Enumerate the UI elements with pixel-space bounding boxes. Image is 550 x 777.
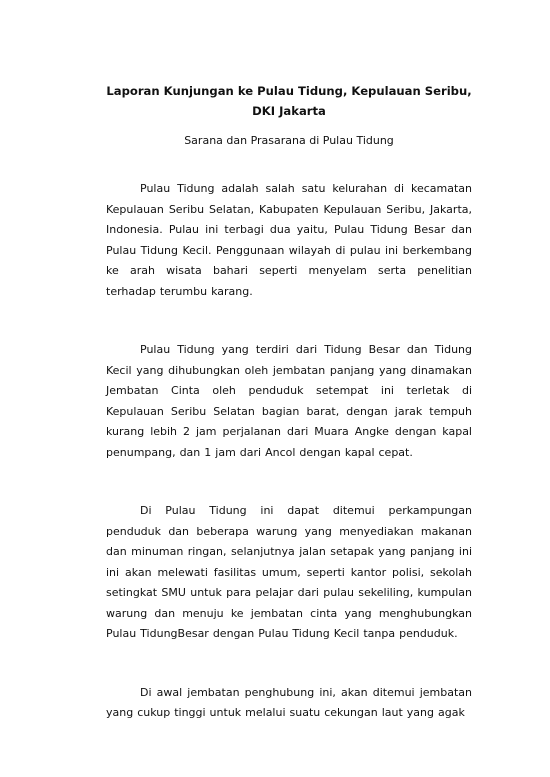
paragraph-1: Pulau Tidung adalah salah satu kelurahan di kecamatan Kepulauan Seribu Selatan, Kabupaten Kepulauan Seribu, Jakarta, Indonesia. Pulau ini terbagi dua yaitu, Pulau Tidung Besar dan Pulau Tidung Kecil. Penggunaan wilayah di pulau ini berkembang ke arah wisata bahari seperti menyelam serta penelitian terhadap terumbu karang.	[106, 182, 472, 298]
title-line-1: Laporan Kunjungan ke Pulau Tidung, Kepulauan Seribu,	[106, 84, 472, 98]
document-title	[106, 0, 472, 121]
document-subtitle: Sarana dan Prasarana di Pulau Tidung	[184, 134, 394, 147]
paragraph-3: Di Pulau Tidung ini dapat ditemui perkampungan penduduk dan beberapa warung yang menyediakan makanan dan minuman ringan, selanjutnya jalan setapak yang panjang ini ini akan melewati fasilitas umum, seperti kantor polisi, sekolah setingkat SMU untuk para pelajar dari pulau sekeliling, kumpulan warung dan menuju ke jembatan cinta yang menghubungkan Pulau TidungBesar dengan Pulau Tidung Kecil tanpa penduduk.	[106, 504, 472, 640]
document-body	[106, 179, 472, 724]
paragraph-4: Di awal jembatan penghubung ini, akan ditemui jembatan yang cukup tinggi untuk melalui suatu cekungan laut yang agak	[106, 685, 472, 719]
paragraph-2: Pulau Tidung yang terdiri dari Tidung Besar dan Tidung Kecil yang dihubungkan oleh jembatan panjang yang dinamakan Jembatan Cinta oleh penduduk setempat ini terletak di Kepulauan Seribu Selatan bagian barat, dengan jarak tempuh kurang lebih 2 jam perjalanan dari Muara Angke dengan kapal penumpang, dan 1 jam dari Ancol dengan kapal cepat.	[106, 343, 472, 459]
title-line-2: DKI Jakarta	[252, 104, 326, 118]
